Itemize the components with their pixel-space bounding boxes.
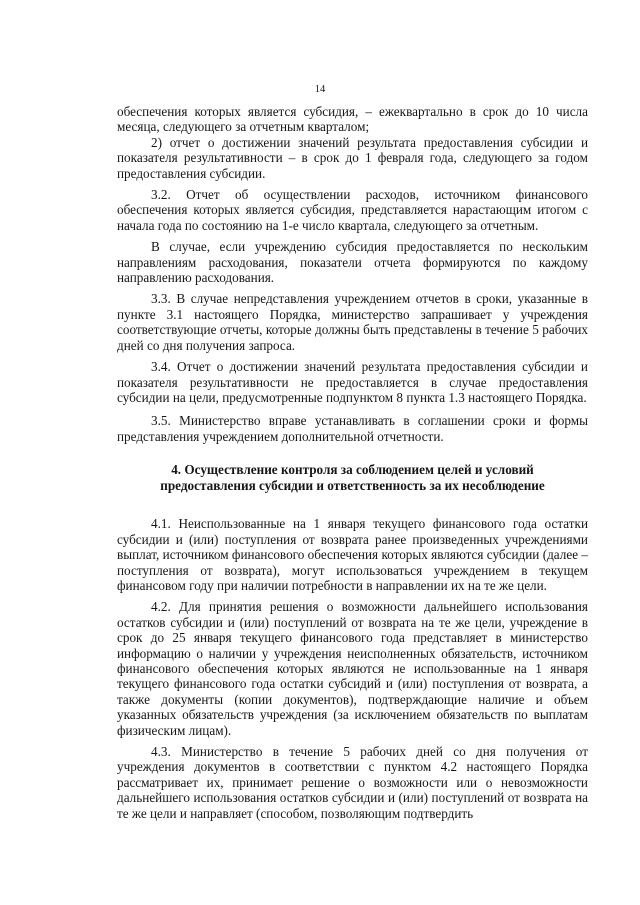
paragraph-3-5: 3.5. Министерство вправе устанавливать в соглашении сроки и формы представления учреждением дополнительной отчетности. xyxy=(117,413,588,444)
paragraph-4-2: 4.2. Для принятия решения о возможности дальнейшего использования остатков субсидии и (или) поступлений от возврата на те же цели, учреждение в срок до 25 января текущего финансового года представляет в министерство информацию о наличии у учреждения неисполненных обязательств, источником финансового обеспечения которых являются не использованные на 1 января текущего финансового года остатки субсидий и (или) поступления от возврата, а также документы (копии документов), подтверждающие наличие и объем указанных обязательств учреждения (за исключением обязательств по выплатам физическим лицам). xyxy=(117,599,588,738)
paragraph-item-2: 2) отчет о достижении значений результата предоставления субсидии и показателя результативности – в срок до 1 февраля года, следующего за годом предоставления субсидии. xyxy=(117,134,588,181)
section-heading-line-1: 4. Осуществление контроля за соблюдением целей и условий xyxy=(171,462,534,478)
paragraph-multiple-directions: В случае, если учреждению субсидия предоставляется по нескольким направлениям расходования, показатели отчета формируются по каждому направлению расходования. xyxy=(117,239,588,286)
document-body xyxy=(117,104,588,821)
paragraph-4-3: 4.3. Министерство в течение 5 рабочих дней со дня получения от учреждения документов в соответствии с пунктом 4.2 настоящего Порядка рассматривает их, принимает решение о возможности или о невозможности дальнейшего использования остатков субсидии и (или) поступлений от возврата на те же цели и направляет (способом, позволяющим подтвердить xyxy=(117,744,588,821)
paragraph-4-1: 4.1. Неиспользованные на 1 января текущего финансового года остатки субсидии и (или) поступления от возврата ранее произведенных учреждениями выплат, источником финансового обеспечения которых являются субсидии (далее – поступления от возврата), могут использоваться учреждением в текущем финансовом году при наличии потребности в направлении их на те же цели. xyxy=(117,516,588,593)
page-number: 14 xyxy=(314,84,326,95)
paragraph-3-4: 3.4. Отчет о достижении значений результата предоставления субсидии и показателя результативности не предоставляется в случае предоставления субсидии на цели, предусмотренные подпунктом 8 пункта 1.3 настоящего Порядка. xyxy=(117,359,588,405)
paragraph-continuation: обеспечения которых является субсидия, – ежеквартально в срок до 10 числа месяца, следующего за отчетным кварталом; xyxy=(117,104,588,135)
paragraph-3-2: 3.2. Отчет об осуществлении расходов, источником финансового обеспечения которых является субсидия, представляется нарастающим итогом с начала года по состоянию на 1-е число квартала, следующего за отчетным. xyxy=(117,187,588,233)
paragraph-3-3: 3.3. В случае непредставления учреждением отчетов в сроки, указанные в пункте 3.1 настоящего Порядка, министерство запрашивает у учреждения соответствующие отчеты, которые должны быть представлены в течение 5 рабочих дней со дня получения запроса. xyxy=(117,291,588,353)
section-heading-line-2: предоставления субсидии и ответственность за их несоблюдение xyxy=(160,477,545,493)
section-heading xyxy=(117,462,588,493)
